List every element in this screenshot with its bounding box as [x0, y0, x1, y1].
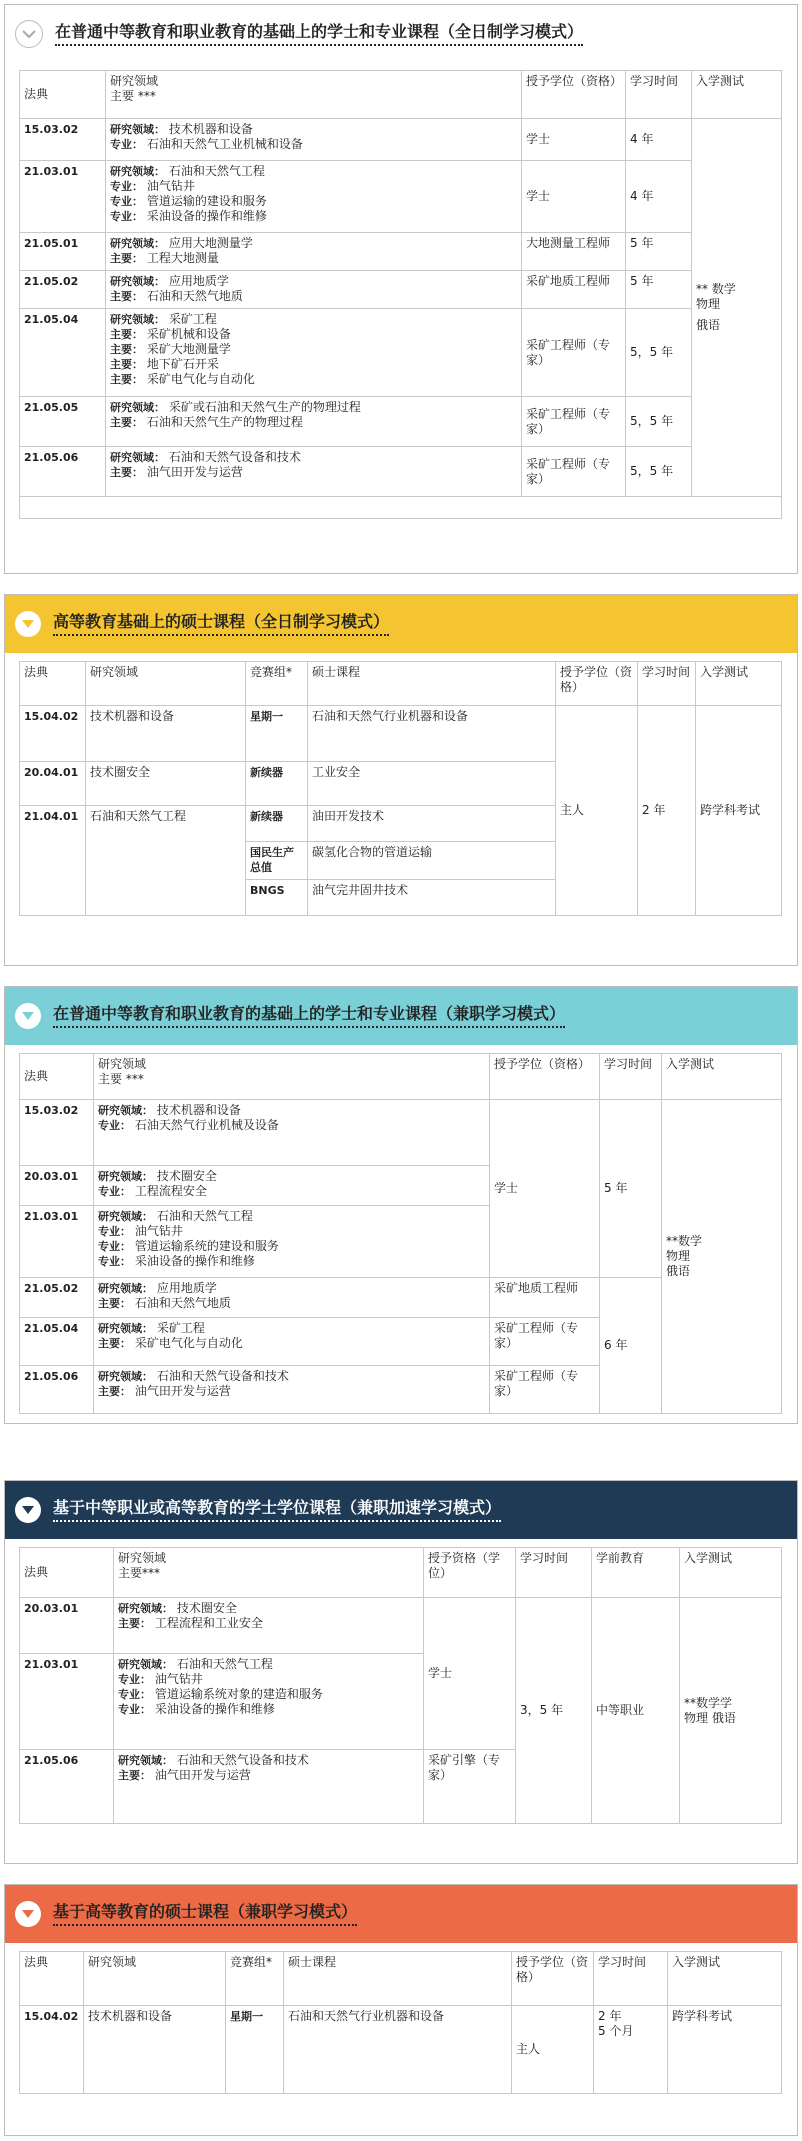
header-code: 法典 [20, 1054, 94, 1100]
header-time: 学习时间 [594, 1952, 668, 2006]
header-degree: 授予学位（资格） [522, 71, 626, 119]
header-area: 研究领域 主要 *** [106, 71, 522, 119]
table-row [20, 1598, 782, 1654]
section-title: 在普通中等教育和职业教育的基础上的学士和专业课程（兼职学习模式） [53, 1004, 565, 1028]
row-area: 研究领域： 应用大地测量学 主要： 工程大地测量 [106, 233, 522, 271]
row-area: 研究领域： 采矿或石油和天然气生产的物理过程 主要： 石油和天然气生产的物理过程 [106, 397, 522, 447]
programs-table [19, 661, 782, 916]
exam-cell: **数学学 物理 俄语 [680, 1598, 782, 1824]
row-degree: 主人 [512, 2006, 594, 2094]
row-degree: 采矿工程师（专家） [522, 397, 626, 447]
exam-cell: **数学 物理 俄语 [662, 1100, 782, 1414]
header-program: 硕士课程 [308, 662, 556, 706]
chevron-down-icon[interactable] [15, 1003, 41, 1029]
header-group: 竞赛组* [246, 662, 308, 706]
row-time: 5 年 [626, 233, 692, 271]
row-program: 石油和天然气行业机器和设备 [308, 706, 556, 762]
header-degree: 授予学位（资格） [490, 1054, 600, 1100]
header-code: 法典 [20, 71, 106, 119]
header-exam: 入学测试 [680, 1548, 782, 1598]
row-area: 研究领域： 石油和天然气设备和技术 主要： 油气田开发与运营 [114, 1750, 424, 1824]
header-time: 学习时间 [516, 1548, 592, 1598]
time-cell: 3，5 年 [516, 1598, 592, 1824]
table-header-row [20, 71, 782, 119]
row-area: 研究领域： 应用地质学 主要： 石油和天然气地质 [94, 1278, 490, 1318]
row-time: 4 年 [626, 161, 692, 233]
row-area: 石油和天然气工程 [86, 806, 246, 916]
section-header[interactable] [5, 1481, 797, 1539]
row-area: 研究领域： 技术圈安全 专业： 工程流程安全 [94, 1166, 490, 1206]
table-row [20, 447, 782, 497]
row-area: 技术机器和设备 [84, 2006, 226, 2094]
header-code: 法典 [20, 662, 86, 706]
row-group: 星期一 [246, 706, 308, 762]
row-code: 21.05.06 [20, 1750, 114, 1824]
row-code: 15.03.02 [20, 119, 106, 161]
section-header[interactable] [5, 5, 797, 63]
section-title: 基于高等教育的硕士课程（兼职学习模式） [53, 1902, 357, 1926]
section-bachelor-fulltime [4, 4, 798, 574]
row-time: 5 年 [626, 271, 692, 309]
row-group: 新续器 [246, 806, 308, 842]
section-master-parttime [4, 1884, 798, 2136]
section-bachelor-accelerated [4, 1480, 798, 1864]
row-code: 21.05.06 [20, 447, 106, 497]
table-row [20, 1100, 782, 1166]
header-time: 学习时间 [638, 662, 696, 706]
row-program: 工业安全 [308, 762, 556, 806]
exam-cell: 跨学科考试 [696, 706, 782, 916]
header-time: 学习时间 [626, 71, 692, 119]
row-area: 研究领域： 石油和天然气工程 专业： 油气钻井 专业： 管道运输系统对象的建造和服务 专业： 采油设备的操作和维修 [114, 1654, 424, 1750]
row-code: 15.03.02 [20, 1100, 94, 1166]
row-group: 星期一 [226, 2006, 284, 2094]
row-area: 研究领域： 石油和天然气工程 专业： 油气钻井 专业： 管道运输的建设和服务 专业： 采油设备的操作和维修 [106, 161, 522, 233]
row-area: 研究领域： 采矿工程 主要： 采矿机械和设备 主要： 采矿大地测量学 主要： 地下矿石开采 主要： 采矿电气化与自动化 [106, 309, 522, 397]
exam-cell: ** 数学 物理 俄语 [692, 119, 782, 497]
row-program: 石油和天然气行业机器和设备 [284, 2006, 512, 2094]
row-degree: 采矿工程师（专家） [522, 309, 626, 397]
header-exam: 入学测试 [692, 71, 782, 119]
row-time: 5，5 年 [626, 309, 692, 397]
header-exam: 入学测试 [696, 662, 782, 706]
row-code: 21.03.01 [20, 1206, 94, 1278]
table-row [20, 271, 782, 309]
header-area: 研究领域 [84, 1952, 226, 2006]
section-header[interactable] [5, 595, 797, 653]
row-area: 技术圈安全 [86, 762, 246, 806]
header-time: 学习时间 [600, 1054, 662, 1100]
section-title: 基于中等职业或高等教育的学士学位课程（兼职加速学习模式） [53, 1498, 501, 1522]
row-area: 研究领域： 技术机器和设备 专业： 石油天然气行业机械及设备 [94, 1100, 490, 1166]
row-code: 21.05.06 [20, 1366, 94, 1414]
row-program: 油田开发技术 [308, 806, 556, 842]
chevron-down-icon[interactable] [15, 1497, 41, 1523]
prior-cell: 中等职业 [592, 1598, 680, 1824]
row-time: 5，5 年 [626, 447, 692, 497]
row-program: 油气完井固井技术 [308, 880, 556, 916]
chevron-down-icon[interactable] [15, 20, 43, 48]
row-degree: 采矿工程师（专家） [522, 447, 626, 497]
row-degree: 采矿工程师（专家） [490, 1318, 600, 1366]
table-header-row [20, 1548, 782, 1598]
header-degree: 授予学位（资格） [512, 1952, 594, 2006]
row-area: 研究领域： 石油和天然气设备和技术 主要： 油气田开发与运营 [94, 1366, 490, 1414]
row-exam: 跨学科考试 [668, 2006, 782, 2094]
row-time: 5，5 年 [626, 397, 692, 447]
section-master-fulltime [4, 594, 798, 966]
row-code: 21.05.04 [20, 309, 106, 397]
header-area: 研究领域 主要*** [114, 1548, 424, 1598]
row-degree: 采矿地质工程师 [490, 1278, 600, 1318]
row-time: 4 年 [626, 119, 692, 161]
table-row [20, 233, 782, 271]
row-area: 研究领域： 石油和天然气设备和技术 主要： 油气田开发与运营 [106, 447, 522, 497]
header-program: 硕士课程 [284, 1952, 512, 2006]
programs-table [19, 1951, 782, 2094]
row-code: 21.05.05 [20, 397, 106, 447]
row-degree: 大地测量工程师 [522, 233, 626, 271]
table-header-row [20, 662, 782, 706]
header-area: 研究领域 [86, 662, 246, 706]
row-time: 2 年 5 个月 [594, 2006, 668, 2094]
time-cell: 2 年 [638, 706, 696, 916]
row-area: 研究领域： 技术圈安全 主要： 工程流程和工业安全 [114, 1598, 424, 1654]
header-exam: 入学测试 [668, 1952, 782, 2006]
section-bachelor-parttime [4, 986, 798, 1424]
degree-cell: 主人 [556, 706, 638, 916]
table-row [20, 2006, 782, 2094]
degree-cell: 学士 [424, 1598, 516, 1750]
table-row [20, 397, 782, 447]
row-area: 研究领域： 应用地质学 主要： 石油和天然气地质 [106, 271, 522, 309]
row-code: 20.03.01 [20, 1166, 94, 1206]
row-code: 20.03.01 [20, 1598, 114, 1654]
row-degree: 学士 [522, 161, 626, 233]
table-row [20, 119, 782, 161]
table-header-row [20, 1054, 782, 1100]
row-code: 21.03.01 [20, 1654, 114, 1750]
row-degree: 采矿地质工程师 [522, 271, 626, 309]
row-group: 新续器 [246, 762, 308, 806]
header-code: 法典 [20, 1952, 84, 2006]
row-group: 国民生产总值 [246, 842, 308, 880]
row-area: 研究领域： 技术机器和设备 专业： 石油和天然气工业机械和设备 [106, 119, 522, 161]
table-row [20, 706, 782, 762]
header-group: 竞赛组* [226, 1952, 284, 2006]
row-degree: 采矿工程师（专家） [490, 1366, 600, 1414]
row-code: 21.03.01 [20, 161, 106, 233]
row-code: 21.05.04 [20, 1318, 94, 1366]
row-area: 技术机器和设备 [86, 706, 246, 762]
section-title: 高等教育基础上的硕士课程（全日制学习模式） [53, 612, 389, 636]
table-row [20, 161, 782, 233]
row-code: 21.05.02 [20, 271, 106, 309]
row-code: 21.05.02 [20, 1278, 94, 1318]
programs-table [19, 70, 782, 519]
row-area: 研究领域： 采矿工程 主要： 采矿电气化与自动化 [94, 1318, 490, 1366]
row-program: 碳氢化合物的管道运输 [308, 842, 556, 880]
section-header[interactable] [5, 1885, 797, 1943]
programs-table [19, 1547, 782, 1824]
row-code: 21.04.01 [20, 806, 86, 916]
row-degree: 学士 [522, 119, 626, 161]
time-cell: 5 年 [600, 1100, 662, 1278]
row-code: 20.04.01 [20, 762, 86, 806]
header-degree: 授予学位（资格） [556, 662, 638, 706]
header-code: 法典 [20, 1548, 114, 1598]
row-code: 15.04.02 [20, 706, 86, 762]
header-area: 研究领域 主要 *** [94, 1054, 490, 1100]
time-cell: 6 年 [600, 1278, 662, 1414]
table-row [20, 497, 782, 519]
row-group: BNGS [246, 880, 308, 916]
section-header[interactable] [5, 987, 797, 1045]
section-title: 在普通中等教育和职业教育的基础上的学士和专业课程（全日制学习模式） [55, 22, 583, 46]
degree-cell: 学士 [490, 1100, 600, 1278]
header-degree: 授予资格（学位） [424, 1548, 516, 1598]
header-exam: 入学测试 [662, 1054, 782, 1100]
programs-table [19, 1053, 782, 1414]
header-prior: 学前教育 [592, 1548, 680, 1598]
table-header-row [20, 1952, 782, 2006]
row-degree: 采矿引擎（专家） [424, 1750, 516, 1824]
table-row [20, 309, 782, 397]
row-code: 21.05.01 [20, 233, 106, 271]
row-area: 研究领域： 石油和天然气工程 专业： 油气钻井 专业： 管道运输系统的建设和服务 专业： 采油设备的操作和维修 [94, 1206, 490, 1278]
chevron-down-icon[interactable] [15, 1901, 41, 1927]
row-code: 15.04.02 [20, 2006, 84, 2094]
chevron-down-icon[interactable] [15, 611, 41, 637]
